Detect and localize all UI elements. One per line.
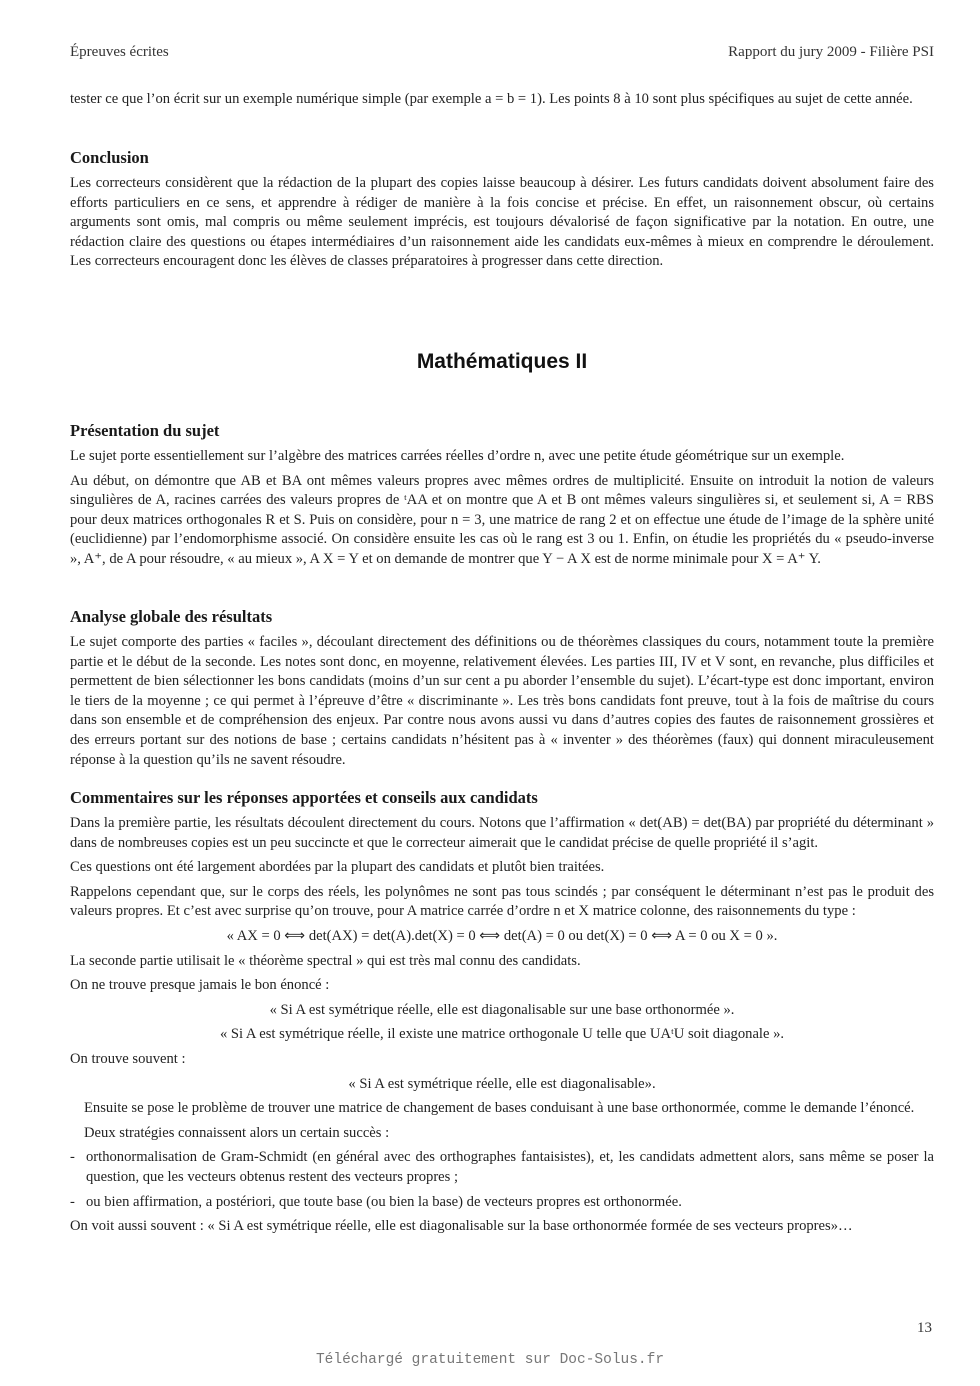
quote-3: « Si A est symétrique réelle, elle est diagonalisable». xyxy=(348,1075,656,1092)
comments-paragraph-5: On ne trouve presque jamais le bon énoncé : xyxy=(70,977,330,994)
comments-paragraph-2: Ces questions ont été largement abordées par la plupart des candidats et plutôt bien traitées. xyxy=(70,859,605,876)
intro-paragraph: tester ce que l’on écrit sur un exemple numérique simple (par exemple a = b = 1). Les points 8 à 10 sont plus spécifiques au sujet de cette année. xyxy=(70,91,913,107)
presentation-heading: Présentation du sujet xyxy=(70,421,220,440)
comments-paragraph-1: Dans la première partie, les résultats découlent directement du cours. Notons que l’affirmation « det(AB) = det(BA) par propriété du déterminant » dans de nombreuses copies est un peu succincte et que le correcteur aimerait que le candidat précise de quelle propriété il s’agit. xyxy=(70,815,934,851)
presentation-section xyxy=(70,421,934,570)
dash-marker: - xyxy=(70,1193,75,1210)
comments-paragraph-6: On trouve souvent : xyxy=(70,1050,186,1067)
dash-marker: - xyxy=(70,1149,75,1166)
page-number: 13 xyxy=(917,1320,932,1336)
analyse-paragraph: Le sujet comporte des parties « faciles », découlant directement des définitions ou de théorèmes classiques du cours, notamment toute la première partie et le début de la seconde. Les notes sont donc, en moyenne, relativement élevées. Les parties III, IV et V sont, en revanche, plus difficiles et permettent de bien sélectionner les bons candidats (moins d’un sur cent a pu aborder l’ensemble du sujet). L’écart-type est donc important, environ le tiers de la moyenne ; ce qui permet à l’épreuve d’être « discriminante ». Les très bons candidats font preuve, tout à la fois de maîtrise du cours dans son ensemble et de compréhension des enjeux. Par contre nous avons aussi vu dans d’autres copies des fautes de raisonnement grossières et des erreurs portant sur des notions de base ; certains candidats n’hésitent pas à « inventer » des théorèmes (faux) qui donnent miraculeusement réponse à la question qu’ils ne savent résoudre. xyxy=(70,634,934,768)
list-item xyxy=(70,1193,934,1213)
comments-paragraph-3: Rappelons cependant que, sur le corps des réels, les polynômes ne sont pas tous scindés ; par conséquent le déterminant n’est pas le produit des valeurs propres. Et c’est avec surprise qu’on trouve, pour A matrice carrée d’ordre n et X matrice colonne, des raisonnements du type : xyxy=(70,883,934,920)
list-item-text: ou bien affirmation, a postériori, que toute base (ou bien la base) de vecteurs propres est orthonormée. xyxy=(86,1193,682,1210)
quote-2: « Si A est symétrique réelle, il existe une matrice orthogonale U telle que UAᵗU soit diagonale ». xyxy=(219,1026,785,1043)
comments-formula: « AX = 0 ⟺ det(AX) = det(A).det(X) = 0 ⟺ det(A) = 0 ou det(X) = 0 ⟺ A = 0 ou X = 0 ». xyxy=(226,927,778,944)
presentation-paragraph-1: Le sujet porte essentiellement sur l’algèbre des matrices carrées réelles d’ordre n, avec une petite étude géométrique sur un exemple. xyxy=(70,448,845,464)
page-header xyxy=(70,44,934,61)
analyse-section xyxy=(70,607,934,770)
comments-heading: Commentaires sur les réponses apportées et conseils aux candidats xyxy=(70,788,538,807)
comments-paragraph-9: On voit aussi souvent : « Si A est symétrique réelle, elle est diagonalisable sur la base orthonormée formée de ses vecteurs propres»… xyxy=(70,1218,853,1235)
comments-paragraph-7: Ensuite se pose le problème de trouver une matrice de changement de bases conduisant à une base orthonormée, comme le demande l’énoncé. xyxy=(84,1100,915,1117)
math2-title-block xyxy=(70,350,934,374)
analyse-heading: Analyse globale des résultats xyxy=(70,607,273,626)
quote-1: « Si A est symétrique réelle, elle est diagonalisable sur une base orthonormée ». xyxy=(269,1001,735,1018)
comments-paragraph-8: Deux stratégies connaissent alors un certain succès : xyxy=(84,1124,390,1141)
conclusion-section xyxy=(70,148,934,272)
list-item xyxy=(70,1148,934,1187)
conclusion-paragraph: Les correcteurs considèrent que la rédaction de la plupart des copies laisse beaucoup à désirer. Les futurs candidats doivent absolument faire des efforts particuliers en ce sens, et apprendre à rédiger de manière à la fois concise et précise. En effet, un raisonnement obscur, où certains arguments sont omis, mal compris ou même seulement imprécis, est toujours dévalorisé de façon significative par la notation. En outre, une rédaction claire des questions ou étapes intermédiaires d’un raisonnement aide les candidats eux-mêmes à mieux en comprendre le déroulement. Les correcteurs encouragent donc les élèves de classes préparatoires à progresser dans cette direction. xyxy=(70,175,934,270)
conclusion-heading: Conclusion xyxy=(70,148,149,167)
download-notice: Téléchargé gratuitement sur Doc-Solus.fr xyxy=(315,1352,665,1368)
header-right: Rapport du jury 2009 - Filière PSI xyxy=(728,44,934,60)
header-left: Épreuves écrites xyxy=(70,44,169,60)
list-item-text: orthonormalisation de Gram-Schmidt (en général avec des orthographes fantaisistes), et, les candidats admettent alors, sans même se poser la question, que les vecteurs obtenus restent des vecteurs propres ; xyxy=(86,1149,934,1185)
intro-block xyxy=(70,90,934,110)
comments-paragraph-4: La seconde partie utilisait le « théorème spectral » qui est très mal connu des candidats. xyxy=(70,952,581,969)
presentation-paragraph-2: Au début, on démontre que AB et BA ont mêmes valeurs propres avec mêmes ordres de multiplicité. Ensuite on introduit la notion de valeurs singulières de A, racines carrées des valeurs propres de ᵗAA et on montre que A et B ont mêmes valeurs singulières si, et seulement si, A = RBS pour deux matrices orthogonales R et S. Puis on considère, pour n = 3, une matrice de rang 2 et on effectue une étude de l’image de la sphère unité (euclidienne) par l’endomorphisme associé. On considère ensuite les cas où le rang est 3 ou 1. Enfin, on étudie les propriétés du « pseudo-inverse », A⁺, de A pour résoudre, « au mieux », A X = Y et on demande de montrer que Y − A X est de norme minimale pour X = A⁺ Y. xyxy=(70,472,934,567)
comments-section xyxy=(70,788,934,1237)
section-title: Mathématiques II xyxy=(416,350,588,373)
